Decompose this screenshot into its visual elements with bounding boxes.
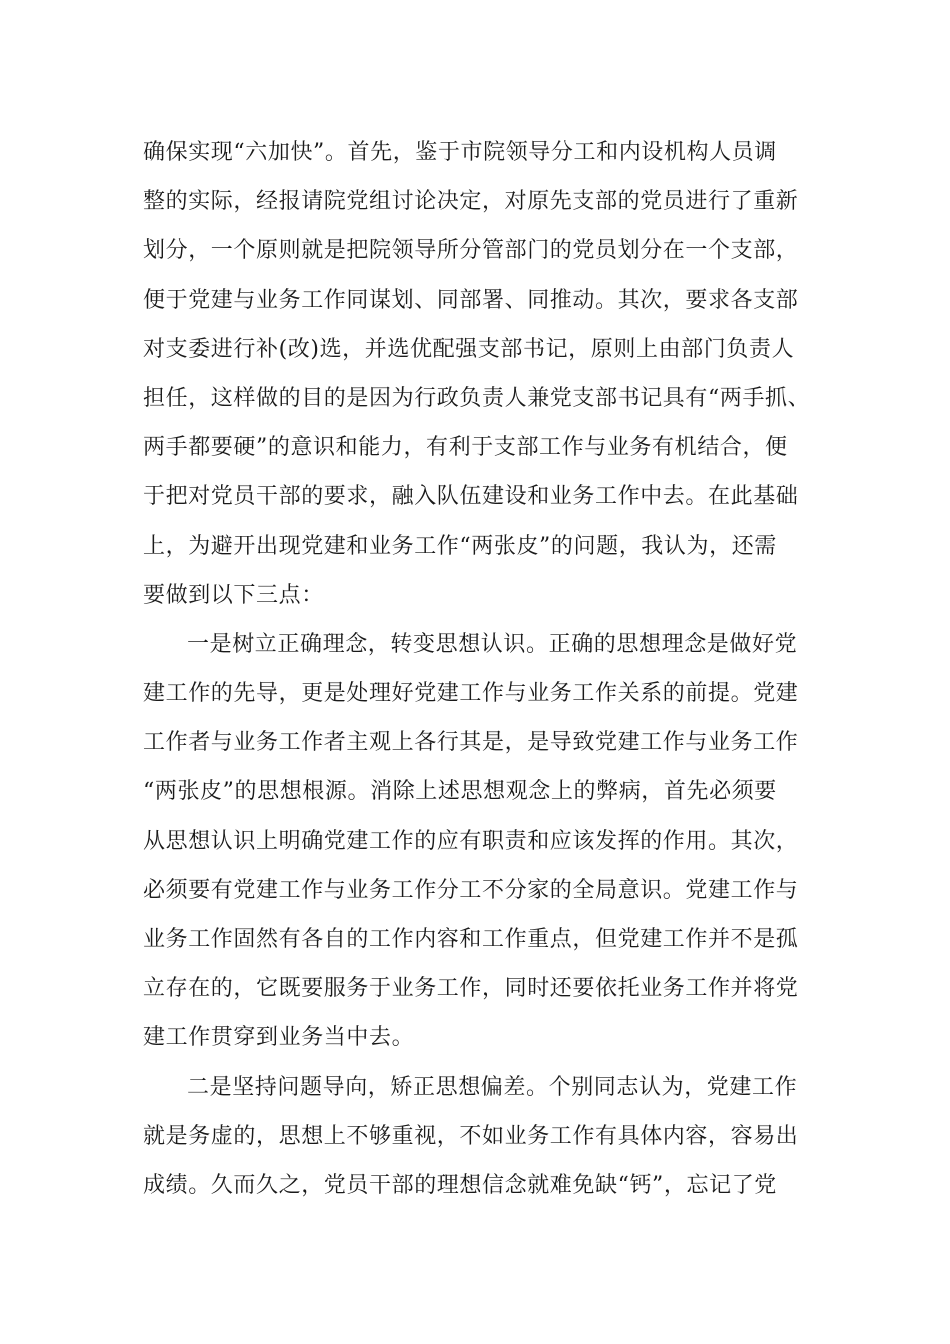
text-line: 两手都要硬”的意识和能力，有利于支部工作与业务有机结合，便 (143, 435, 788, 461)
text-line: 担任，这样做的目的是因为行政负责人兼党支部书记具有“两手抓、 (143, 385, 811, 411)
text-line: 工作者与业务工作者主观上各行其是，是导致党建工作与业务工作 (143, 730, 799, 756)
text-line: 成绩。久而久之，党员干部的理想信念就难免缺“钙”，忘记了党 (143, 1172, 777, 1198)
text-line: 建工作的先导，更是处理好党建工作与业务工作关系的前提。党建 (143, 681, 799, 707)
text-line: 确保实现“六加快”。首先，鉴于市院领导分工和内设机构人员调 (143, 140, 777, 165)
text-line: “两张皮”的思想根源。消除上述思想观念上的弊病，首先必须要 (143, 779, 777, 805)
text-line: 立存在的，它既要服务于业务工作，同时还要依托业务工作并将党 (143, 976, 799, 1002)
text-line: 对支委进行补(改)选，并选优配强支部书记，原则上由部门负责人 (143, 336, 795, 362)
text-line: 整的实际，经报请院党组讨论决定，对原先支部的党员进行了重新 (143, 189, 799, 215)
document-body (143, 128, 823, 1210)
paragraph-first-line: 二是坚持问题导向，矫正思想偏差。个别同志认为，党建工作 (187, 1074, 798, 1100)
text-line: 于把对党员干部的要求，融入队伍建设和业务工作中去。在此基础 (143, 484, 799, 510)
text-line: 建工作贯穿到业务当中去。 (143, 1025, 415, 1051)
text-line: 便于党建与业务工作同谋划、同部署、同推动。其次，要求各支部 (143, 287, 799, 313)
text-line: 就是务虚的，思想上不够重视，不如业务工作有具体内容，容易出 (143, 1123, 799, 1149)
text-line: 划分，一个原则就是把院领导所分管部门的党员划分在一个支部， (143, 238, 799, 264)
text-line: 上，为避开出现党建和业务工作“两张皮”的问题，我认为，还需 (143, 533, 777, 559)
text-line: 必须要有党建工作与业务工作分工不分家的全局意识。党建工作与 (143, 877, 799, 903)
text-line: 业务工作固然有各自的工作内容和工作重点，但党建工作并不是孤 (143, 927, 799, 952)
text-line: 从思想认识上明确党建工作的应有职责和应该发挥的作用。其次， (143, 828, 799, 854)
text-line: 要做到以下三点： (143, 582, 324, 608)
paragraph-first-line: 一是树立正确理念，转变思想认识。正确的思想理念是做好党 (187, 631, 798, 657)
